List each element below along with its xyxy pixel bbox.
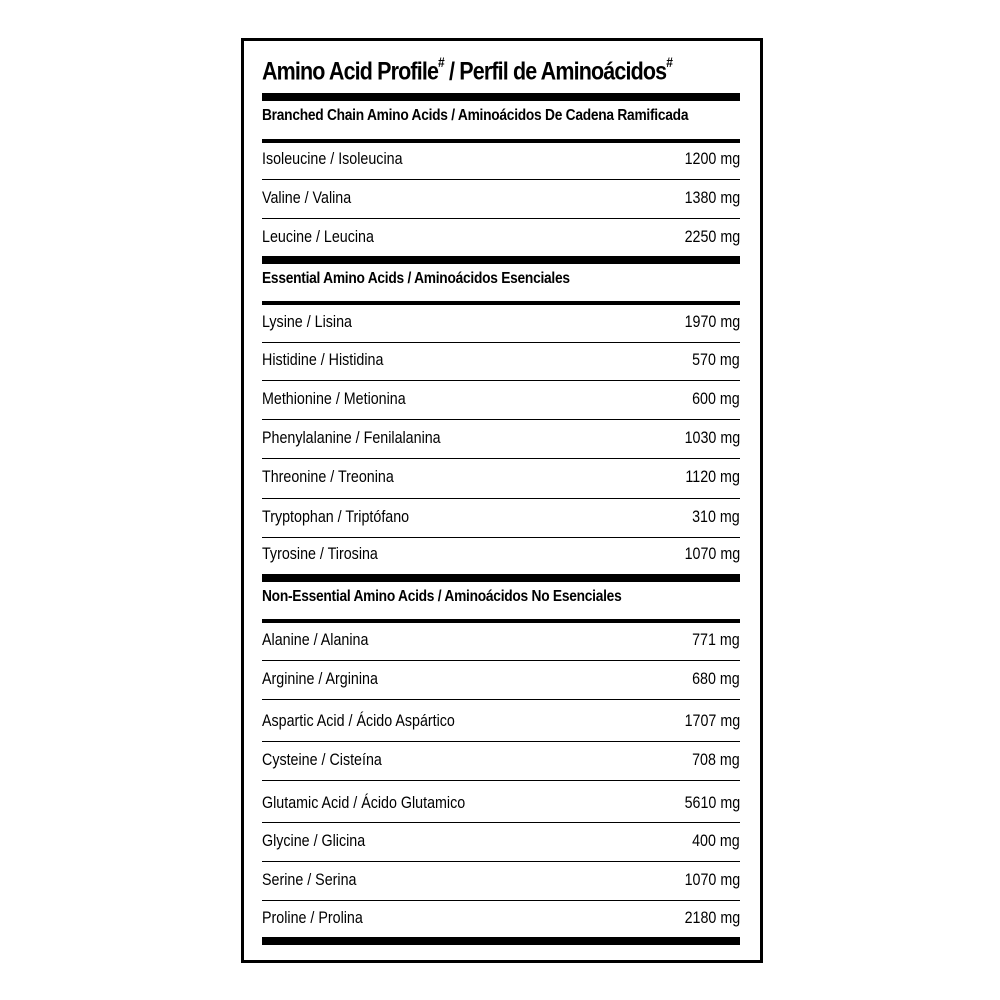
row-name: Aspartic Acid / Ácido Aspártico <box>262 711 455 730</box>
row-divider <box>262 900 740 901</box>
row-value: 1120 mg <box>685 467 740 486</box>
title-footnote-mark: # <box>438 54 444 70</box>
row-divider <box>262 419 740 420</box>
section-divider <box>262 256 740 264</box>
row-divider <box>262 741 740 742</box>
title-spanish: Perfil de Aminoácidos <box>459 57 667 86</box>
title-divider <box>262 93 740 101</box>
row-value: 600 mg <box>692 389 740 408</box>
row-divider <box>262 537 740 538</box>
row-value: 2250 mg <box>684 227 740 246</box>
row-divider <box>262 660 740 661</box>
row-divider <box>262 498 740 499</box>
row-divider <box>262 822 740 823</box>
row-value: 400 mg <box>692 831 740 850</box>
row-name: Lysine / Lisina <box>262 312 352 331</box>
bottom-divider <box>262 937 740 945</box>
row-name: Tyrosine / Tirosina <box>262 544 378 563</box>
row-name: Methionine / Metionina <box>262 389 406 408</box>
row-name: Arginine / Arginina <box>262 669 378 688</box>
amino-acid-profile-label <box>241 38 763 963</box>
label-title <box>262 54 673 86</box>
row-name: Cysteine / Cisteína <box>262 750 382 769</box>
section-divider <box>262 574 740 582</box>
row-value: 5610 mg <box>684 793 740 812</box>
section-heading-non-essential: Non-Essential Amino Acids / Aminoácidos No Esenciales <box>262 588 622 605</box>
row-value: 1380 mg <box>684 188 740 207</box>
title-footnote-mark-es: # <box>666 54 673 70</box>
row-name: Valine / Valina <box>262 188 352 207</box>
row-value: 310 mg <box>692 507 740 526</box>
section-divider <box>262 139 740 143</box>
row-value: 1070 mg <box>684 870 740 889</box>
row-name: Threonine / Treonina <box>262 467 394 486</box>
row-divider <box>262 861 740 862</box>
row-value: 2180 mg <box>684 908 740 927</box>
row-divider <box>262 458 740 459</box>
section-heading-essential: Essential Amino Acids / Aminoácidos Esenciales <box>262 270 570 287</box>
row-name: Alanine / Alanina <box>262 630 369 649</box>
row-divider <box>262 218 740 219</box>
row-divider <box>262 380 740 381</box>
row-name: Tryptophan / Triptófano <box>262 507 410 526</box>
section-divider <box>262 619 740 623</box>
label-content <box>262 41 740 960</box>
row-name: Histidine / Histidina <box>262 350 384 369</box>
row-value: 1070 mg <box>684 544 740 563</box>
row-value: 1970 mg <box>684 312 740 331</box>
section-divider <box>262 301 740 305</box>
row-name: Phenylalanine / Fenilalanina <box>262 428 441 447</box>
row-divider <box>262 179 740 180</box>
row-value: 1200 mg <box>684 149 740 168</box>
title-separator: / <box>449 57 455 86</box>
row-name: Proline / Prolina <box>262 908 363 927</box>
row-value: 1030 mg <box>684 428 740 447</box>
row-value: 1707 mg <box>684 711 740 730</box>
row-name: Glutamic Acid / Ácido Glutamico <box>262 793 466 812</box>
row-name: Leucine / Leucina <box>262 227 374 246</box>
row-name: Glycine / Glicina <box>262 831 366 850</box>
row-value: 570 mg <box>692 350 740 369</box>
row-divider <box>262 780 740 781</box>
row-name: Isoleucine / Isoleucina <box>262 149 403 168</box>
section-heading-bcaa: Branched Chain Amino Acids / Aminoácidos De Cadena Ramificada <box>262 107 689 124</box>
title-english: Amino Acid Profile <box>262 57 439 86</box>
row-divider <box>262 342 740 343</box>
row-name: Serine / Serina <box>262 870 357 889</box>
row-value: 708 mg <box>692 750 740 769</box>
row-value: 680 mg <box>692 669 740 688</box>
row-divider <box>262 699 740 700</box>
row-value: 771 mg <box>692 630 740 649</box>
